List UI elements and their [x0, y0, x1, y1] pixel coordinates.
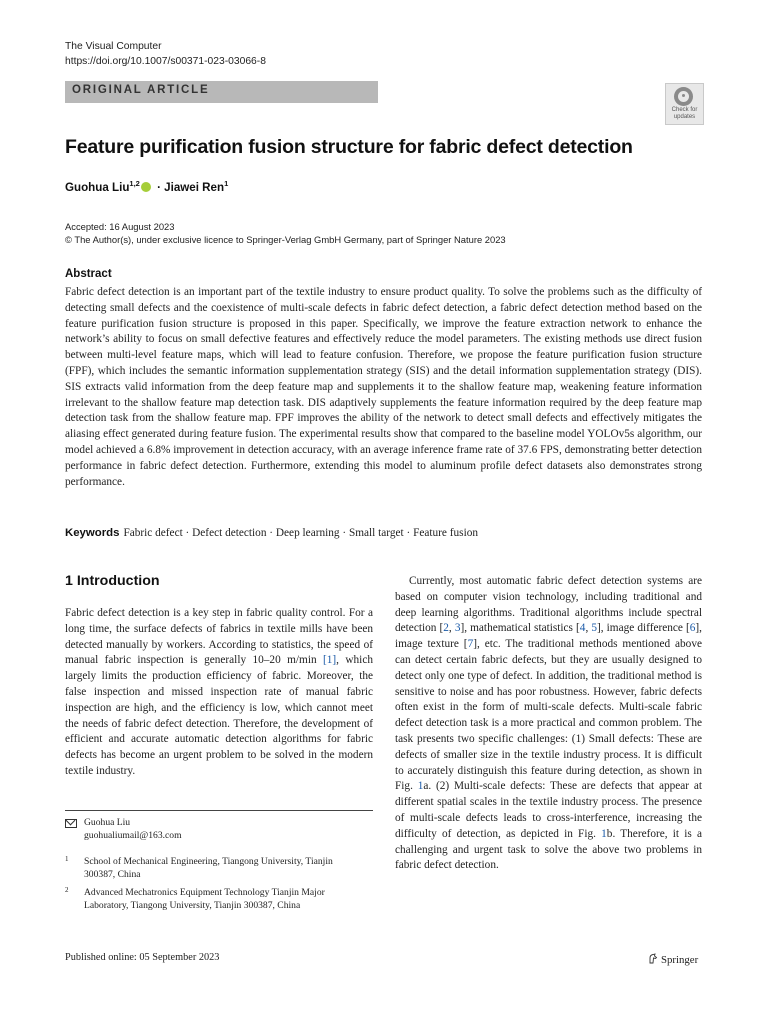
orcid-icon[interactable]: [141, 182, 151, 192]
springer-horse-icon: [648, 953, 658, 964]
abstract-heading: Abstract: [65, 268, 112, 280]
citation-link[interactable]: 7: [467, 638, 474, 651]
contact-email[interactable]: guohualiumail@163.com: [84, 830, 182, 841]
citation-link[interactable]: 5: [591, 622, 598, 635]
check-for-updates-badge[interactable]: [665, 83, 704, 125]
published-date: Published online: 05 September 2023: [65, 952, 220, 963]
accepted-date: Accepted: 16 August 2023: [65, 221, 175, 232]
publisher-name: Springer: [661, 954, 699, 966]
journal-header: [65, 40, 266, 69]
citation-link[interactable]: 3: [454, 622, 461, 635]
text-run: , which largely limits the production efficiency of fabric. Moreover, the false inspection and missed inspection rate of manual fabric inspection are high, and the efficiency is low, which cannot meet the needs of fabric defect detection. Therefore, the development of efficient and accurate automatic detection algorithms for fabric defects has become an urgent problem to be solved in the modern textile industry.: [65, 654, 373, 777]
publisher-logo: [648, 953, 698, 966]
journal-name: The Visual Computer: [65, 41, 162, 52]
affiliation-1: School of Mechanical Engineering, Tiangong University, Tianjin 300387, China: [84, 856, 333, 880]
intro-paragraph-1: [65, 606, 373, 780]
affiliation-2: Advanced Mechatronics Equipment Technology Tianjin Major Laboratory, Tiangong University, Tianjin 300387, China: [84, 887, 325, 911]
crossmark-icon: [674, 87, 693, 106]
check-badge-line1: Check for: [671, 107, 698, 113]
intro-left-column: [65, 606, 373, 780]
paper-title: Feature purification fusion structure for fabric defect detection: [65, 136, 633, 158]
figure-link[interactable]: 1: [601, 827, 607, 840]
citation-link[interactable]: 6: [689, 622, 696, 635]
text-run: ], image texture [: [395, 622, 703, 651]
author-list: [65, 179, 228, 194]
text-run: ,: [448, 622, 455, 635]
corresponding-author: [84, 816, 182, 842]
copyright-line: © The Author(s), under exclusive licence to Springer-Verlag GmbH Germany, part of Springer Nature 2023: [65, 234, 506, 245]
article-meta: [65, 220, 506, 246]
doi-link[interactable]: https://doi.org/10.1007/s00371-023-03066-8: [65, 55, 266, 67]
keywords-text: Fabric defect · Defect detection · Deep learning · Small target · Feature fusion: [123, 527, 479, 539]
text-run: ], mathematical statistics [: [460, 622, 580, 635]
abstract-text: Fabric defect detection is an important part of the textile industry to ensure product quality. To solve the problems such as the difficulty of detecting small defects and the coexistence of multi-scale defects in fabric defect detection, a fabric defect detection method based on the feature purification fusion structure is proposed in this paper. Specifically, we improve the feature extraction network to enhance the network’s ability to focus on small defective features and effectively reduce the model parameters. The existing methods use direct fusion between multi-level feature maps, which will lead to feature confusion. Therefore, we propose the feature purification fusion structure (FPF), which includes the semantic information supplementation strategy (SIS) and the detail information supplementation strategy (DIS). SIS extracts valid information from the deep feature map and supplements it to the shallow feature map, weakening feature information irrelevant to the shallow feature map detection task. DIS adaptively supplements the feature information required by the deep feature map detection task from the shallow feature map. FPF improves the ability of the network to detect small defects and effectively mitigates the aliasing effect generated during feature fusion. The experimental results show that compared to the baseline model YOLOv5s algorithm, our model achieved a 6.8% improvement in detection accuracy, with an average inference frame rate of 37.6 FPS, demonstrating better detection performance in fabric defect detection. Furthermore, extending this model to aluminum profile defect datasets also demonstrates strong performance.: [65, 286, 702, 488]
abstract-body: [65, 285, 702, 490]
check-badge-text: [666, 107, 703, 121]
author-name[interactable]: Guohua Liu: [65, 180, 130, 194]
intro-heading: 1 Introduction: [65, 573, 160, 589]
figure-link[interactable]: 1: [417, 780, 424, 793]
footnote-divider: [65, 810, 373, 811]
contact-name: Guohua Liu: [84, 817, 131, 828]
citation-link[interactable]: 4: [579, 622, 586, 635]
article-type-label: ORIGINAL ARTICLE: [72, 84, 210, 96]
text-run: b. Therefore, it is a challenging and urgent task to solve the above two problems in fabric defect detection.: [395, 827, 702, 872]
check-badge-line2: updates: [673, 114, 696, 120]
author-separator: ·: [153, 180, 165, 194]
keywords-label: Keywords: [65, 527, 120, 539]
keywords-line: [65, 527, 478, 539]
text-run: Fabric defect detection is a key step in fabric quality control. For a long time, the surface defects of fabrics in textile mills have been detected manually by workers. According to statistics, the speed of manual fabric inspection is generally 10–20 m/min: [65, 607, 373, 667]
affiliation-number-2: 2: [65, 886, 69, 894]
text-run: ,: [585, 622, 592, 635]
text-run: Currently, most automatic fabric defect detection systems are based on computer vision technology, including traditional and deep learning algorithms. Traditional algorithms include spectral detection [: [395, 575, 702, 635]
intro-paragraph-2: [395, 574, 702, 874]
text-run: ], image difference [: [597, 622, 690, 635]
article-type-banner: [65, 81, 378, 103]
author-name[interactable]: Jiawei Ren: [164, 180, 225, 194]
text-run: ], etc. The traditional methods mentioned above can detect certain fabric defects, but they are usually designed to detect only one type of defect. In addition, the traditional method is sensitive to noise and has poor robustness. However, fabric defects often exist in the form of multi-scale defects. Multi-scale fabric defect detection task is a more practical and common problem. The task presents two specific challenges: (1) Small defects: These are defects of smaller size in the textile industry process. It is difficult to accurately distinguish this feature during detection, as shown in Fig.: [395, 638, 702, 793]
author-affil: 1: [224, 179, 229, 188]
affiliation-number-1: 1: [65, 855, 69, 863]
intro-right-column: [395, 574, 702, 874]
citation-link[interactable]: [1]: [322, 654, 337, 667]
envelope-icon: [65, 819, 77, 828]
text-run: a. (2) Multi-scale defects: These are defects that appear at different spatial scales in the textile industry process. The presence of multi-scale defects leads to cross-interference, increasing the difficulty of detection, as depicted in Fig.: [395, 780, 703, 840]
author-affil: 1,2: [129, 179, 140, 188]
citation-link[interactable]: 2: [443, 622, 449, 635]
